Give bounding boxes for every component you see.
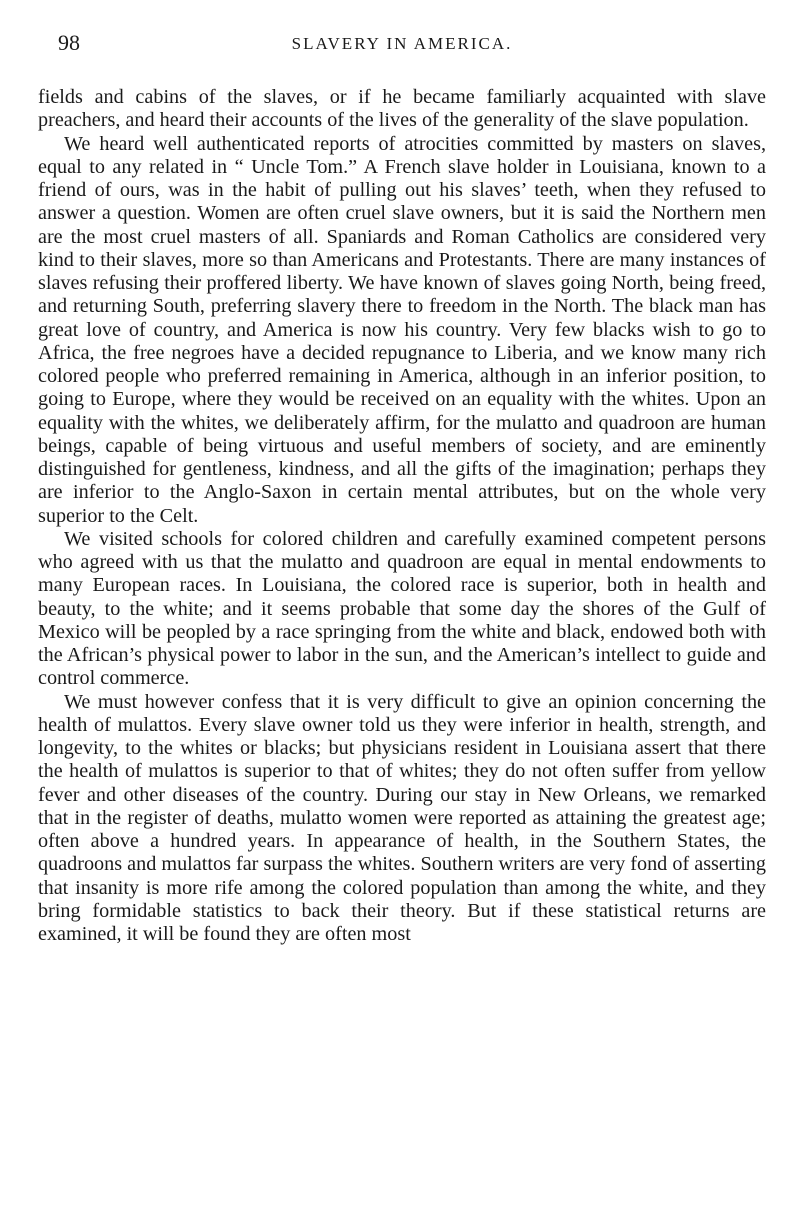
- book-page: [38, 30, 766, 946]
- paragraph-health: We must however confess that it is very difficult to give an opinion concerning the health of mulattos. Every slave owner told us they were inferior in health, strength, and longevity, to the whites or blacks; but physicians resident in Louisiana assert that there the health of mulattos is superior to that of whites; they do not often suffer from yellow fever and other diseases of the country. During our stay in New Orleans, we remarked that in the register of deaths, mulatto women were reported as attaining the greatest age; often above a hundred years. In appearance of health, in the Southern States, the quadroons and mulattos far surpass the whites. Southern writers are very fond of asserting that insanity is more rife among the colored population than among the white, and they bring formidable statistics to back their theory. But if these statistical returns are examined, it will be found they are often most: [38, 690, 766, 945]
- paragraph-atrocities: We heard well authenticated reports of atrocities committed by masters on slaves, equal to any related in “ Uncle Tom.” A French slave holder in Louisiana, known to a friend of ours, was in the habit of pulling out his slaves’ teeth, when they refused to answer a question. Women are often cruel slave owners, but it is said the Northern men are the most cruel masters of all. Spaniards and Roman Catholics are considered very kind to their slaves, more so than Americans and Protestants. There are many instances of slaves refusing their proffered liberty. We have known of slaves going North, being freed, and returning South, preferring slavery there to freedom in the North. The black man has great love of country, and America is now his country. Very few blacks wish to go to Africa, the free negroes have a decided repugnance to Liberia, and we know many rich colored people who preferred remaining in America, although in an inferior position, to going to Europe, where they would be received on an equality with the whites. Upon an equality with the whites, we deliberately affirm, for the mulatto and quadroon are human beings, capable of being virtuous and useful members of society, and are eminently distinguished for gentleness, kindness, and all the gifts of the imagination; perhaps they are inferior to the Anglo-Saxon in certain mental attributes, but on the whole very superior to the Celt.: [38, 132, 766, 527]
- page-number: 98: [58, 30, 80, 55]
- paragraph-schools: We visited schools for colored children and carefully examined competent persons who agreed with us that the mulatto and quadroon are equal in mental endowments to many European races. In Louisiana, the colored race is superior, both in health and beauty, to the white; and it seems probable that some day the shores of the Gulf of Mexico will be peopled by a race springing from the white and black, endowed both with the African’s physical power to labor in the sun, and the American’s intellect to guide and control commerce.: [38, 527, 766, 690]
- body-text: [38, 86, 766, 946]
- running-title: SLAVERY IN AMERICA.: [291, 34, 513, 53]
- paragraph-continued: fields and cabins of the slaves, or if he became familiarly acquainted with slave preachers, and heard their accounts of the lives of the generality of the slave population.: [38, 86, 766, 132]
- running-head: [38, 30, 766, 64]
